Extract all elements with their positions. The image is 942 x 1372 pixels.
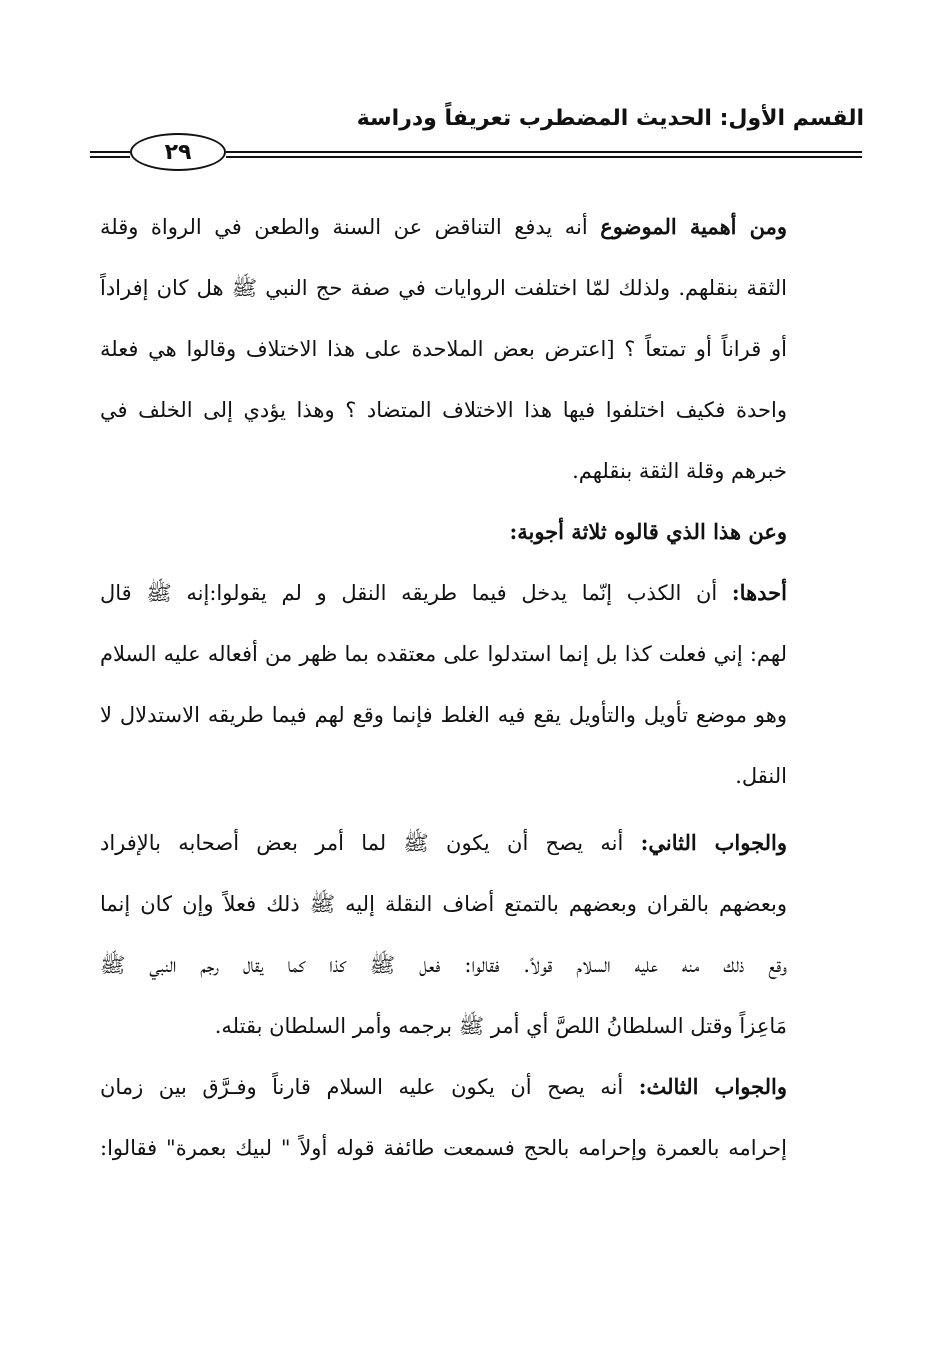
text-line (100, 873, 787, 934)
line-text: لهم: إني فعلت كذا بل إنما استدلوا على معتقده بما ظهر من أفعاله عليه السلام (100, 642, 787, 666)
text-line (100, 1056, 787, 1117)
text-line (100, 379, 787, 440)
page-number: ٢٩ (164, 139, 192, 165)
line-text: الثقة بنقلهم. ولذلك لمّا اختلفت الروايات في صفة حج النبي ﷺ هل كان إفراداً (100, 276, 787, 300)
text-line (100, 318, 787, 379)
paragraph-lead: والجواب الثاني: (640, 830, 787, 855)
header-rule-left-lower (90, 156, 130, 158)
line-text: إحرامه بالعمرة وإحرامه بالحج فسمعت طائفة قوله أولاً " لبيك بعمرة" فقالوا: (100, 1136, 787, 1160)
line-text: مَاعِزاً وقتل السلطانُ اللصَّ أي أمر ﷺ برجمه وأمر السلطان بقتله. (214, 1014, 787, 1038)
text-line (100, 257, 787, 318)
header-rule-right (226, 151, 862, 153)
text-line (100, 812, 787, 873)
line-text: أن الكذب إنّما يدخل فيما طريقه النقل و لم يقولوا:إنه ﷺ قال (100, 581, 732, 605)
line-text: أنه يصح أن يكون عليه السلام قارناً وفـرَّق بين زمان (100, 1075, 639, 1099)
section-heading (100, 501, 787, 562)
running-header-title: القسم الأول: الحديث المضطرب تعريفاً ودراسة (356, 106, 864, 131)
text-line (100, 934, 787, 995)
text-line (100, 562, 787, 623)
paragraph-lead: أحدها: (731, 580, 787, 605)
header-rule-left (90, 151, 130, 153)
text-line (100, 440, 787, 501)
line-text: أو قراناً أو تمتعاً ؟ [اعترض بعض الملاحدة على هذا الاختلاف وقالوا هي فعلة (100, 337, 787, 361)
text-line (100, 196, 787, 257)
page-number-badge (130, 133, 226, 171)
body-text (100, 196, 787, 1178)
text-line (100, 623, 787, 684)
line-text: أنه يدفع التناقض عن السنة والطعن في الرواة وقلة (100, 215, 601, 239)
line-text: وهو موضع تأويل والتأويل يقع فيه الغلط فإنما وقع لهم فيما طريقه الاستدلال لا (100, 703, 787, 727)
paragraph-lead: ومن أهمية الموضوع (600, 214, 787, 239)
text-line (100, 745, 787, 806)
line-text: واحدة فكيف اختلفوا فيها هذا الاختلاف المتضاد ؟ وهذا يؤدي إلى الخلف في (100, 398, 787, 422)
header-rule-right-lower (226, 156, 862, 158)
text-line (100, 684, 787, 745)
text-line (100, 1117, 787, 1178)
text-line (100, 995, 787, 1056)
paragraph-lead: وعن هذا الذي قالوه ثلاثة أجوبة: (509, 519, 787, 544)
line-text: النقل. (735, 764, 787, 788)
line-text: أنه يصح أن يكون ﷺ لما أمر بعض أصحابه بالإفراد (100, 831, 641, 855)
line-text: خبرهم وقلة الثقة بنقلهم. (572, 459, 787, 483)
paragraph-lead: والجواب الثالث: (638, 1074, 787, 1099)
line-text: وبعضهم بالقران وبعضهم بالتمتع أضاف النقلة إليه ﷺ ذلك فعلاً وإن كان إنما (100, 892, 787, 916)
line-text: وقع ذلك منه عليه السلام قولاً. فقالوا: فعل ﷺ كذا كما يقال رجم النبي ﷺ (100, 953, 787, 977)
